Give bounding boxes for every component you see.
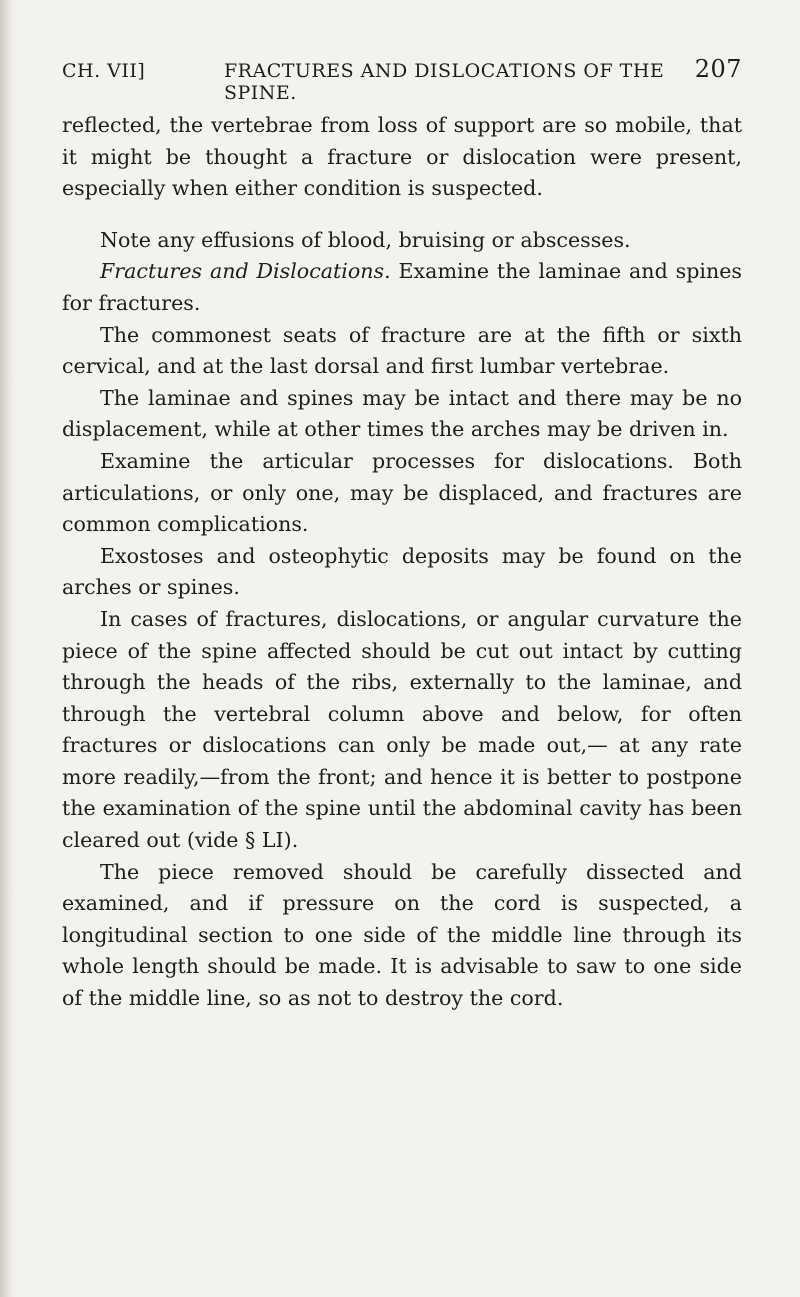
- chapter-label: CH. VII]: [62, 60, 146, 82]
- paragraph-articular-processes: Examine the articular processes for dislocations. Both articulations, or only one, may be displaced, and fractures are common complications.: [62, 448, 742, 537]
- section-intro-text: Examine the laminae and spines for fractures.: [62, 259, 742, 315]
- paragraph-laminae-spines: The laminae and spines may be intact and there may be no displacement, while at other times the arches may be driven in.: [62, 385, 742, 442]
- paragraph-angular-curvature: In cases of fractures, dislocations, or angular curvature the piece of the spine affected should be cut out intact by cutting through the heads of the ribs, externally to the laminae, and through the vertebral column above and below, for often fractures or dislocations can only be made out,— at any rate more readily,—from the front; and hence it is better to postpone the examination of the spine until the abdominal cavity has been cleared out (vide § LI).: [62, 606, 742, 853]
- paragraph-fractures-section: [62, 256, 742, 319]
- page-body: [62, 110, 742, 1015]
- running-header: [62, 55, 742, 104]
- paragraph-exostoses: Exostoses and osteophytic deposits may be found on the arches or spines.: [62, 543, 742, 600]
- paragraph-commonest-seats: The commonest seats of fracture are at the fifth or sixth cervical, and at the last dorsal and first lumbar vertebrae.: [62, 322, 742, 379]
- running-title: FRACTURES AND DISLOCATIONS OF THE SPINE.: [224, 60, 665, 104]
- page-binding-shadow: [0, 0, 14, 1297]
- section-heading: Fractures and Dislocations.: [100, 259, 391, 284]
- paragraph-continuation: reflected, the vertebrae from loss of support are so mobile, that it might be thought a fracture or dislocation were present, especially when either condition is suspected.: [62, 113, 742, 201]
- paragraph-piece-removed: The piece removed should be carefully dissected and examined, and if pressure on the cord is suspected, a longitudinal section to one side of the middle line through its whole length should be made. It is advisable to saw to one side of the middle line, so as not to destroy the cord.: [62, 859, 742, 1011]
- page-number: 207: [694, 55, 742, 83]
- paragraph-note-effusions: Note any effusions of blood, bruising or abscesses.: [100, 227, 631, 252]
